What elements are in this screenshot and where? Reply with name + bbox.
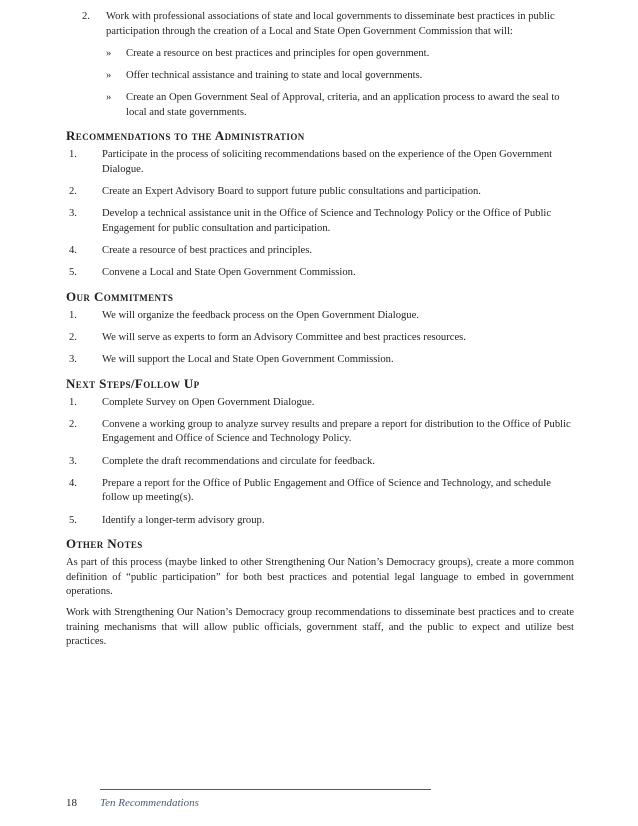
paragraph: Work with Strengthening Our Nation’s Democracy group recommendations to disseminate best practices and to create training mechanisms that will allow public officials, government staff, and the public to expect and utilize best practices. bbox=[66, 607, 574, 648]
list-item bbox=[66, 353, 574, 368]
item-text: Complete the draft recommendations and circulate for feedback. bbox=[102, 455, 375, 467]
footer-divider bbox=[100, 789, 431, 790]
list-item bbox=[66, 207, 574, 236]
item-number: 4. bbox=[69, 477, 77, 489]
item-text: We will organize the feedback process on the Open Government Dialogue. bbox=[102, 309, 419, 321]
item-text: Create an Expert Advisory Board to support future public consultations and participation. bbox=[102, 185, 481, 197]
list-item bbox=[66, 331, 574, 346]
item-number: 2. bbox=[82, 11, 90, 22]
item-text: Develop a technical assistance unit in the Office of Science and Technology Policy or the Office of Public Engagement for public consultation and participation. bbox=[102, 208, 552, 234]
sub-item-text: Create a resource on best practices and principles for open government. bbox=[126, 47, 430, 59]
section-heading: Next Steps/Follow Up bbox=[66, 375, 200, 391]
sub-item bbox=[106, 47, 574, 62]
list-item bbox=[66, 418, 574, 447]
item-text: We will serve as experts to form an Advisory Committee and best practices resources. bbox=[102, 331, 466, 343]
list-item bbox=[66, 514, 574, 529]
section-heading: Other Notes bbox=[66, 536, 143, 552]
sub-item-text: Offer technical assistance and training to state and local governments. bbox=[126, 70, 423, 82]
list-item bbox=[66, 148, 574, 177]
item-number: 1. bbox=[69, 149, 77, 161]
list-item bbox=[66, 477, 574, 506]
item-text: We will support the Local and State Open Government Commission. bbox=[102, 354, 394, 366]
paragraph: As part of this process (maybe linked to other Strengthening Our Nation’s Democracy groups), create a more common definition of “public participation” for both best practices and potential legal language to embed in government operations. bbox=[66, 557, 574, 598]
bullet-mark: » bbox=[106, 70, 112, 82]
bullet-mark: » bbox=[106, 92, 112, 104]
item-number: 3. bbox=[69, 354, 77, 366]
item-text: Work with professional associations of state and local governments to disseminate best practices in public participation through the creation of a Local and State Open Government Commission that will: bbox=[106, 11, 555, 37]
item-number: 2. bbox=[69, 418, 77, 430]
section-heading: Recommendations to the Administration bbox=[66, 128, 305, 144]
item-number: 2. bbox=[69, 331, 77, 343]
page-number: 18 bbox=[66, 797, 77, 809]
item-text: Participate in the process of soliciting recommendations based on the experience of the Open Government Dialogue. bbox=[102, 149, 553, 175]
list-item bbox=[66, 455, 574, 470]
item-number: 2. bbox=[69, 185, 77, 197]
item-number: 3. bbox=[69, 208, 77, 220]
sub-item-text: Create an Open Government Seal of Approval, criteria, and an application process to award the seal to local and state governments. bbox=[126, 92, 560, 118]
list-item bbox=[66, 396, 574, 411]
list-item bbox=[66, 10, 574, 39]
item-number: 4. bbox=[69, 245, 77, 257]
item-text: Complete Survey on Open Government Dialogue. bbox=[102, 396, 315, 408]
list-item bbox=[66, 266, 574, 281]
sub-item bbox=[106, 91, 574, 120]
list-item bbox=[66, 309, 574, 324]
list-item bbox=[66, 185, 574, 200]
section-heading: Our Commitments bbox=[66, 288, 174, 304]
sub-item bbox=[106, 69, 574, 84]
footer-title: Ten Recommendations bbox=[100, 797, 199, 809]
item-text: Convene a Local and State Open Government Commission. bbox=[102, 267, 356, 279]
page-footer bbox=[66, 796, 199, 810]
item-number: 3. bbox=[69, 455, 77, 467]
item-number: 1. bbox=[69, 309, 77, 321]
item-text: Convene a working group to analyze survey results and prepare a report for distribution to the Office of Public Engagement and Office of Science and Technology Policy. bbox=[102, 418, 571, 445]
bullet-mark: » bbox=[106, 47, 112, 59]
item-number: 5. bbox=[69, 514, 77, 526]
item-text: Identify a longer-term advisory group. bbox=[102, 514, 265, 526]
item-number: 1. bbox=[69, 396, 77, 408]
item-text: Prepare a report for the Office of Public Engagement and Office of Science and Technology, and schedule follow up meeting(s). bbox=[102, 477, 551, 504]
item-text: Create a resource of best practices and principles. bbox=[102, 245, 313, 257]
document-body bbox=[66, 10, 574, 656]
item-number: 5. bbox=[69, 267, 77, 279]
list-item bbox=[66, 244, 574, 259]
